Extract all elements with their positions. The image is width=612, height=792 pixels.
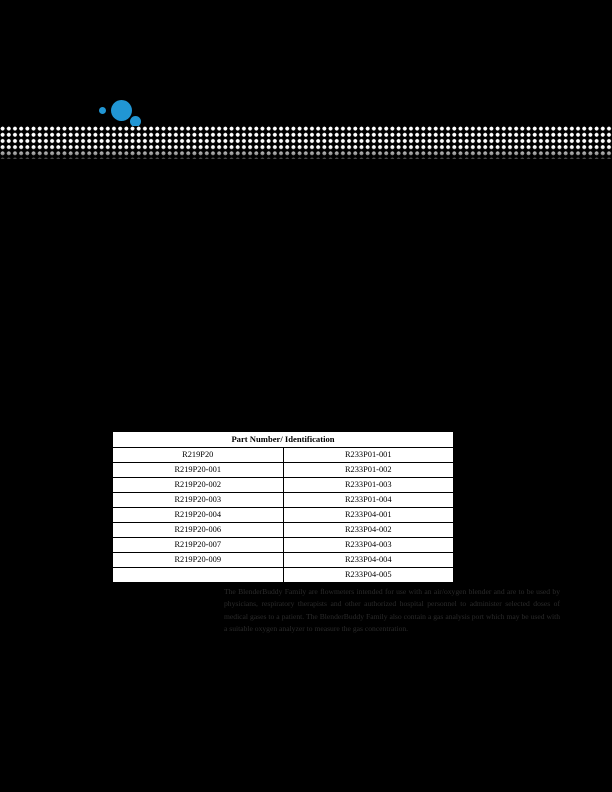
part-number-cell: R219P20-006 (113, 523, 284, 538)
part-number-cell: R219P20-003 (113, 493, 284, 508)
part-number-cell: R233P01-001 (283, 448, 454, 463)
part-number-cell: R219P20-002 (113, 478, 284, 493)
part-number-cell: R233P01-003 (283, 478, 454, 493)
table-row (113, 463, 454, 478)
table-row (113, 493, 454, 508)
part-number-cell: R233P04-001 (283, 508, 454, 523)
logo-small-dot-icon (99, 107, 106, 114)
part-number-cell: R219P20-007 (113, 538, 284, 553)
table-header-row (113, 432, 454, 448)
part-number-table-container (112, 431, 454, 583)
part-number-cell: R233P04-004 (283, 553, 454, 568)
table-row (113, 553, 454, 568)
part-number-cell: R233P04-002 (283, 523, 454, 538)
halftone-dot-band (0, 126, 612, 159)
part-number-cell (113, 568, 284, 583)
table-row (113, 448, 454, 463)
part-number-cell: R219P20-004 (113, 508, 284, 523)
part-number-cell: R219P20 (113, 448, 284, 463)
product-description-paragraph: The BlenderBuddy Family are flowmeters intended for use with an air/oxygen blender and are to be used by physicians, respiratory therapists and other authorized hospital personnel to administer selected doses of medical gases to a patient. The BlenderBuddy Family also contain a gas analysis port which may be used with a suitable oxygen analyzer to measure the gas concentration. (224, 587, 560, 633)
table-row (113, 523, 454, 538)
part-number-cell: R233P04-003 (283, 538, 454, 553)
table-row (113, 478, 454, 493)
table-title-cell: Part Number/ Identification (113, 432, 454, 448)
table-row (113, 538, 454, 553)
part-number-cell: R233P04-005 (283, 568, 454, 583)
brand-logo (96, 46, 156, 90)
part-number-cell: R233P01-002 (283, 463, 454, 478)
part-number-cell: R219P20-009 (113, 553, 284, 568)
table-row (113, 568, 454, 583)
part-number-cell: R219P20-001 (113, 463, 284, 478)
logo-large-dot-icon (111, 100, 132, 121)
table-body (113, 448, 454, 583)
table-row (113, 508, 454, 523)
part-number-table (112, 431, 454, 583)
part-number-cell: R233P01-004 (283, 493, 454, 508)
